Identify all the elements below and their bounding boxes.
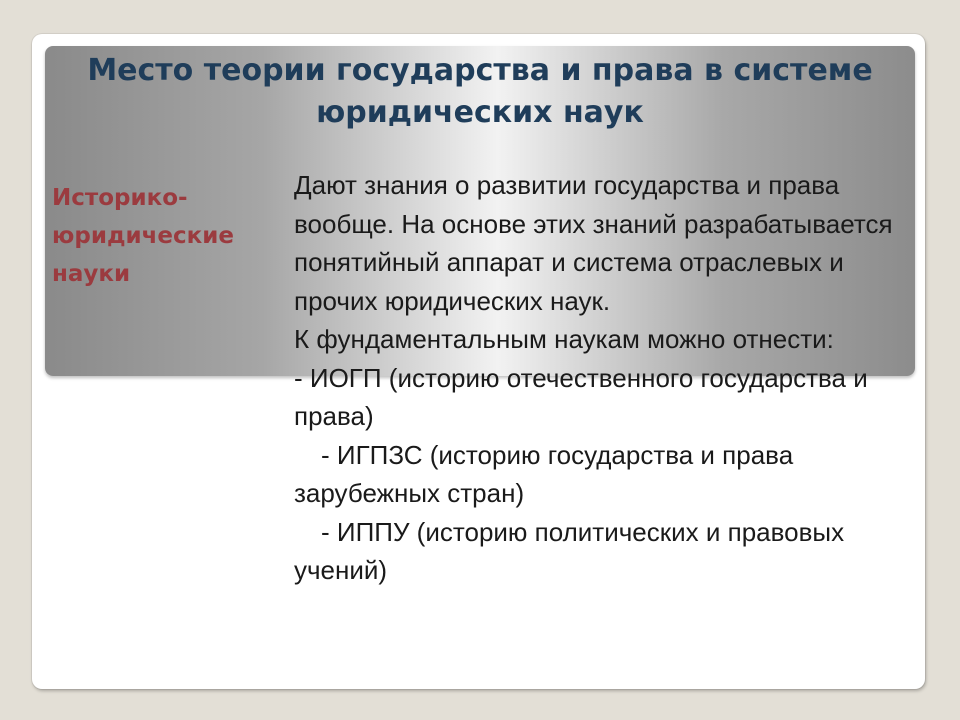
side-label: Историко-юридические науки bbox=[52, 185, 234, 287]
intro-paragraph: Дают знания о развитии государства и права вообще. На основе этих знаний разрабатывается понятийный аппарат и система отраслевых и прочих юридических наук. bbox=[294, 170, 893, 316]
list-item-igpzs: - ИГПЗС (историю государства и права зарубежных стран) bbox=[294, 439, 794, 508]
slide-title: Место теории государства и права в системе юридических наук bbox=[87, 53, 873, 130]
body-text bbox=[294, 166, 924, 590]
list-item-iogp: - ИОГП (историю отечественного государства и права) bbox=[294, 362, 868, 431]
lead-in-paragraph: К фундаментальным наукам можно отнести: bbox=[294, 324, 834, 354]
list-item-ippu: - ИППУ (историю политических и правовых учений) bbox=[294, 516, 845, 585]
